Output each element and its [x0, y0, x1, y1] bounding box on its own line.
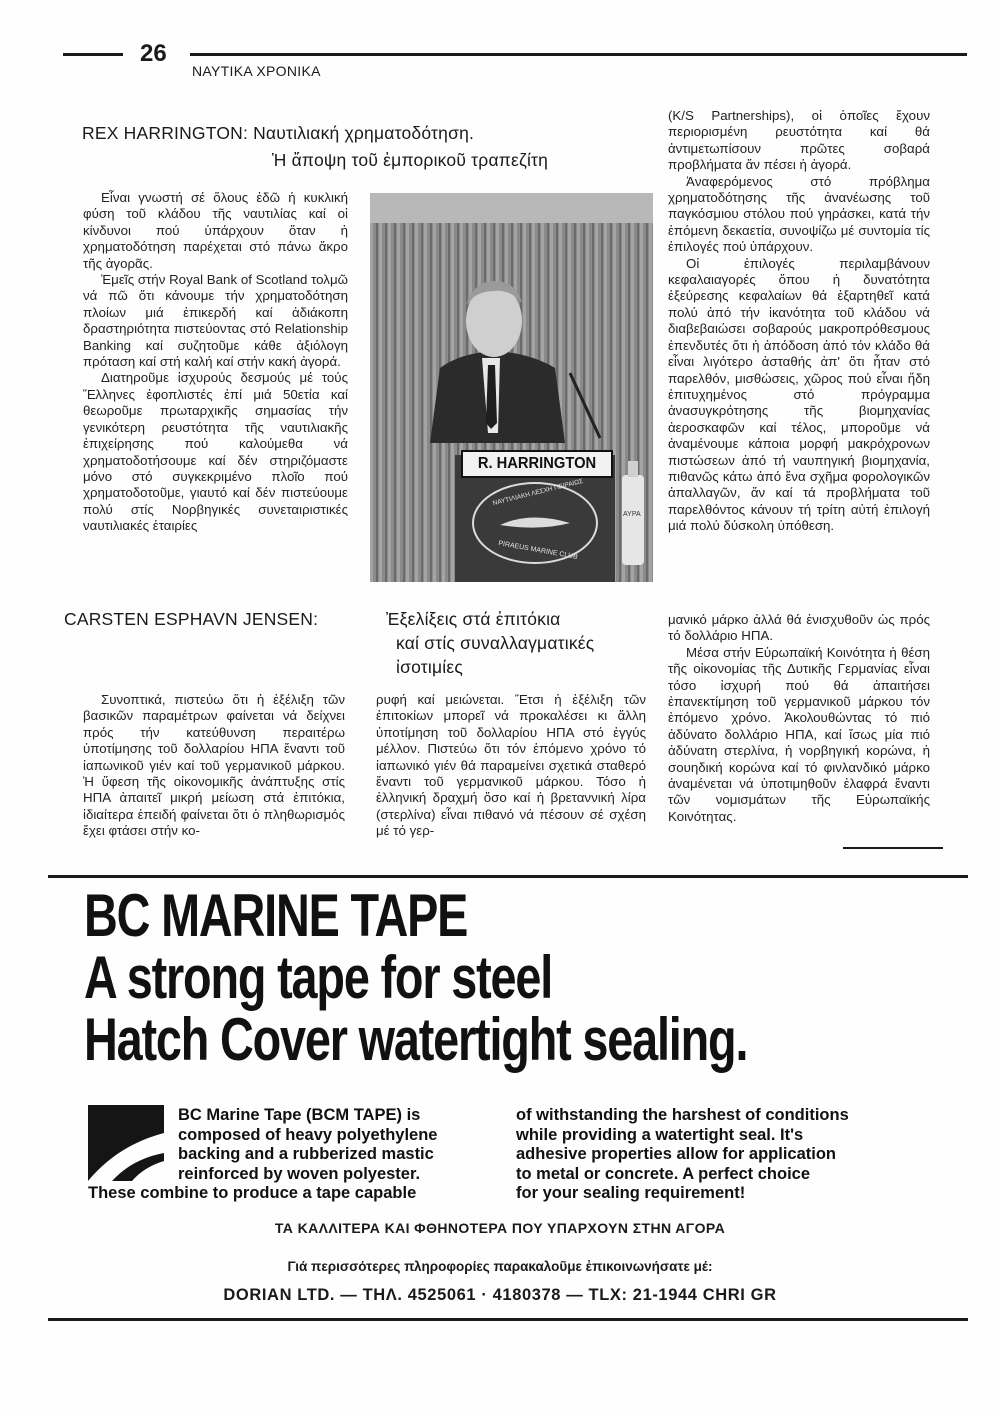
speaker-photo	[370, 193, 653, 582]
article2-column3	[668, 612, 930, 825]
advert-right-line: for your sealing requirement!	[516, 1184, 746, 1202]
club-arc-top: ΝΑΥΤΙΛΙΑΚΗ ΛΕΣΧΗ ΠΕΙΡΑΙΩΣ	[492, 477, 584, 508]
page-number: 26	[140, 40, 167, 67]
article2-title-line1: Ἐξελίξεις στά ἐπιτόκια	[386, 609, 561, 629]
article2-title-line3: ἰσοτιμίες	[396, 657, 463, 677]
club-arc-bottom: PIRAEUS MARINE CLUB	[497, 540, 579, 561]
advert-left-line: BC Marine Tape (BCM TAPE) is	[178, 1106, 421, 1124]
article1-col1-paragraph: Διατηροῦμε ἰσχυρούς δεσμούς μέ τούς Ἕλληνες ἐφοπλιστές ἐπί μιά 50ετία καί θεωροῦμε πρωταρχικῆς σημασίας τήν γενικότερη ρευστότητα τῆς ναυτιλιακῆς ἐπιχείρησης πού καλούμεθα νά χρηματοδοτήσουμε καί δέν στηριζόμαστε μόνο στό συγκεκριμένο πλοῖο πού χρηματοδοτοῦμε, γιαυτό καί δέν πιστεύουμε πολύ στίς Νορβηγικές συνεταιριστικές ναυτιλιακές ἑταιρίες	[83, 370, 348, 534]
article1-col1-paragraph: Ἐμεῖς στήν Royal Bank of Scotland τολμῶ νά πῶ ὅτι κάνουμε τήν χρηματοδότηση πλοίων μιά ἐπικερδή καί ἀδιάκοπη δραστηριότητα πιστεύοντας στό Relationship Banking καί συζητοῦμε κάθε ἀξιόλογη πρόταση καί στή καλή καί στήν κακή ἀγορά.	[83, 272, 348, 370]
article2-col2-text: ρυφή καί μειώνεται. Ἔτσι ἡ ἐξέλιξη τῶν ἐπιτοκίων μπορεῖ νά προκαλέσει κι ἄλλη ὑποτίμηση τοῦ δολλαρίου ΗΠΑ στό ἐγγύς μέλλον. Πιστεύω ὅτι τόν ἑπόμενο χρόνο τό ἰαπωνικό γιέν θά παραμείνει σχετικά σταθερό ἔναντι τοῦ γερμανικοῦ μάρκου. Τόσο ἡ ἑλληνική δραχμή ὅσο καί ἡ βρεταννική λίρα (στερλίνα) εἶναι πιθανό νά πέσουν σέ σχέση μέ τό γερ-	[376, 692, 646, 839]
article1-title-line1: Ναυτιλιακή χρηματοδότηση.	[253, 123, 475, 143]
article1-title-line2: Ἡ ἄποψη τοῦ ἐμπορικοῦ τραπεζίτη	[272, 150, 549, 170]
advert-body-right	[516, 1106, 936, 1204]
speaker-photo-drawing	[370, 193, 653, 582]
article2-end-rule	[843, 847, 943, 849]
advert-top-rule	[48, 875, 968, 878]
tape-logo-icon	[88, 1105, 164, 1181]
article2-col3-paragraph: μανικό μάρκο ἀλλά θά ἐνισχυθοῦν ὡς πρός τό δολλάριο ΗΠΑ.	[668, 612, 930, 644]
article1-col3-paragraph: Οἱ ἐπιλογές περιλαμβάνουν κεφαλαιαγορές ὅπου ἡ δυνατότητα ἐξεύρεσης κεφαλαίων θά ἐξαρτηθεῖ κατά πολύ ἀπό τήν ἱκανότητα τοῦ κλάδου νά διαβεβαιώσει σοβαρούς μακροπρόθεσμους ἐπενδυτές ὅτι ἡ ἀπόδοση ἀπό τόν κλάδο θά εἶναι λιγότερο ἀσταθής ἀπ' ὅτι ἦταν στό παρελθόν, μισθώσεις, χῶρος πού εἶναι ἤδη ἐπιτυχημένος στό πρόγραμμα ἀνασυγκρότησης τῆς βιομηχανίας ἀεροσκαφῶν καί τέλος, μποροῦμε νά ἀναμένουμε κάποια μορφή μακρόχρονων πιστώσεων ἀπό τή ναυπηγική βιομηχανία, πιθανῶς κάτω ἀπό ἕνα σχῆμα φορολογικῶν ἀπαλλαγῶν, ἄν καί τά προβλήματα τοῦ παρελθόντος κάνουν τή τρίτη αὐτή ἐπιλογή μιά πολύ δύσκολη ὑπόθεση.	[668, 255, 930, 534]
article1-col1-paragraph: Εἶναι γνωστή σέ ὅλους ἐδῶ ἡ κυκλική φύση τοῦ κλάδου τῆς ναυτιλίας καί οἱ κίνδυνοι πού ὑπάρχουν ὅταν ἡ χρηματοδότηση παρέχεται στό πάνω ἄκρο τῆς ἀγορᾶς.	[83, 190, 348, 271]
advert-headline-3: Hatch Cover watertight sealing.	[84, 1006, 748, 1073]
advert-tagline: ΤΑ ΚΑΛΛΙΤΕΡΑ ΚΑΙ ΦΘΗΝΟΤΕΡΑ ΠΟΥ ΥΠΑΡΧΟΥΝ ΣΤΗΝ ΑΓΟΡΑ	[274, 1220, 726, 1236]
advert-right-line: of withstanding the harshest of conditions	[516, 1106, 849, 1124]
advert-left-line: composed of heavy polyethylene	[178, 1125, 438, 1144]
advert-body-left	[178, 1106, 498, 1184]
advert-right-line: adhesive properties allow for application	[516, 1145, 836, 1163]
article1-author	[82, 122, 474, 144]
article2-col3-paragraph: Μέσα στήν Εὐρωπαϊκή Κοινότητα ἡ θέση τῆς οἰκονομίας τῆς Δυτικῆς Γερμανίας εἶναι τόσο ἰσχυρή πού θά ἀπαιτήσει ἐπανεκτίμηση τοῦ γερμανικοῦ μάρκου τόν ἑπόμενο χρόνο. Ἀκολουθώντας τό πιό ἀδύνατο δολλάριο ΗΠΑ, καί ἴσως μία πιό ἀδύνατη στερλίνα, ἡ νορβηγική κορώνα, ἡ σουηδική κορώνα καί τό φινλανδικό μάρκο ἀναμένεται νά ὑποτιμηθοῦν ἐλαφρά ἔναντι τῶν νομισμάτων τῆς Εὐρωπαϊκής Κοινότητας.	[668, 644, 930, 824]
article1-colon: :	[242, 123, 254, 143]
advert-body-left-last: These combine to produce a tape capable	[88, 1184, 417, 1202]
article2-column2	[376, 692, 646, 840]
article1-col3-paragraph: (K/S Partnerships), οἱ ὁποῖες ἔχουν περιορισμένη ρευστότητα καί θά ἀντιμετωπίσουν πρῶτες σοβαρά προβλήματα ἄν πέσει ἡ ἀγορά.	[668, 108, 930, 173]
advert-left-line: reinforced by woven polyester.	[178, 1164, 421, 1183]
nameplate-text: R. HARRINGTON	[477, 455, 597, 472]
article1-column3	[668, 108, 930, 535]
advert-left-line: backing and a rubberized mastic	[178, 1145, 434, 1163]
advert-headline-1: BC MARINE TAPE	[84, 882, 468, 949]
article1-author-name: REX HARRINGTON	[82, 123, 243, 143]
bottle-label: ΑΥΡΑ	[623, 511, 641, 518]
header-rule-right	[190, 53, 967, 56]
advert-right-line: to metal or concrete. A perfect choice	[516, 1164, 811, 1183]
article1-col3-paragraph: Ἀναφερόμενος στό πρόβλημα χρηματοδότησης τῆς ἀνανέωσης τοῦ παγκόσμιου στόλου πού γηράσκει, κατά τήν ἑπόμενη δεκαετία, συνοψίζω μέ συντομία τίς ἐπιλογές πού ὑπάρχουν.	[668, 173, 930, 255]
article2-col1-text: Συνοπτικά, πιστεύω ὅτι ἡ ἐξέλιξη τῶν βασικῶν παραμέτρων φαίνεται νά δείχνει πρός τήν κατεύθυνση περαιτέρω ὑποτίμησης τοῦ δολλαρίου ΗΠΑ ἔναντι τοῦ ἰαπωνικοῦ γιέν καί τοῦ γερμανικοῦ μάρκου. Ἡ ὕφεση τῆς οἰκονομικῆς ἀνάπτυξης στίς ΗΠΑ ἀπαιτεῖ μικρή μείωση στά ἐπιτόκια, ἰδιαίτερα ἐπειδή φαίνεται ὅτι ὁ πληθωρισμός ἔχει φτάσει στήν κο-	[83, 692, 345, 839]
article1-column1	[83, 190, 348, 535]
advert-contact-line: DORIAN LTD. — ΤΗΛ. 4525061 · 4180378 — TLX: 21-1944 CHRI GR	[223, 1286, 777, 1304]
article2-author: CARSTEN ESPHAVN JENSEN:	[64, 609, 319, 629]
advert-bottom-rule	[48, 1318, 968, 1321]
advert-right-line: while providing a watertight seal. It's	[516, 1125, 804, 1144]
publication-title: ΝΑΥΤΙΚΑ ΧΡΟΝΙΚΑ	[192, 63, 321, 79]
advert-headline-2: A strong tape for steel	[84, 944, 553, 1011]
article2-column1	[83, 692, 345, 840]
article2-title-line2: καί στίς συναλλαγματικές	[396, 633, 595, 653]
header-rule-left	[63, 53, 123, 56]
advert-contact-prompt: Γιά περισσότερες πληροφορίες παρακαλοῦμε ἐπικοινωνήσατε μέ:	[287, 1259, 713, 1274]
